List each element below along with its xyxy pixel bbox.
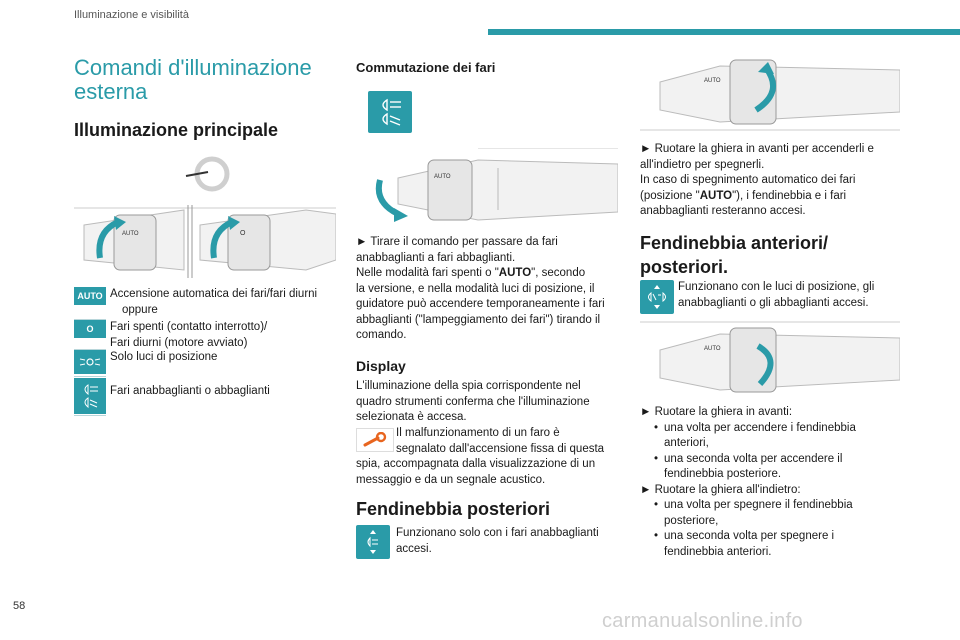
sidelights-icon xyxy=(74,350,106,374)
malfunction-note: Il malfunzionamento di un faro è segnalato dall'accensione fissa di questa spia, accompagnata dalla visualizzazione di un messaggio e da un segnale acustico. xyxy=(356,427,605,486)
svg-text:O: O xyxy=(240,230,246,237)
svg-text:AUTO: AUTO xyxy=(122,231,139,237)
fog-intro-text: Funzionano con le luci di posizione, gli anabbaglianti o gli abbaglianti accesi. xyxy=(678,281,875,309)
front-rear-fog-icon xyxy=(640,280,674,314)
light-stalk-illustration xyxy=(74,200,336,280)
legend-item-headlights: Fari anabbaglianti o abbaglianti xyxy=(74,378,334,414)
fog-ring-text: ► Ruotare la ghiera in avanti per accenderli e all'indietro per spegnerli. In caso di spegnimento automatico dei fari (posizione "AUTO"), i fendinebbia e i fari anabbaglianti resteranno accesi. xyxy=(640,143,874,217)
heading-headlight-switching: Commutazione dei fari xyxy=(356,60,496,75)
page-title: Comandi d'illuminazione esterna xyxy=(74,55,312,104)
main-beam-icon xyxy=(368,91,412,133)
legend-item-sidelights: Solo luci di posizione xyxy=(74,350,334,374)
svg-text:AUTO: AUTO xyxy=(434,174,451,180)
legend-divider xyxy=(74,415,106,416)
step-item: • una volta per accendere i fendinebbia anteriori, xyxy=(654,421,856,449)
fog-ring-rotate-illustration xyxy=(640,320,900,400)
display-text: L'illuminazione della spia corrispondente nel quadro strumenti conferma che l'illuminazione selezionata è accesa. xyxy=(356,380,590,423)
steering-wheel-icon xyxy=(184,154,230,194)
fog-steps: ► Ruotare la ghiera in avanti: • una volta per accendere i fendinebbia anteriori, • una seconda volta per accendere il fendinebbia posteriore. ► Ruotare la ghiera all'indietro: • una volta per spegnere il fendinebbia posteriore, • una seconda volta per spegnere i fendinebbia anteriori. xyxy=(640,405,902,560)
section-header: Illuminazione e visibilità xyxy=(74,9,189,21)
svg-text:AUTO: AUTO xyxy=(704,78,721,84)
headlights-icon xyxy=(74,378,106,414)
step-item: • una seconda volta per spegnere i fendinebbia anteriori. xyxy=(654,530,835,558)
legend-divider xyxy=(74,376,106,377)
step-item: • una volta per spegnere il fendinebbia posteriore, xyxy=(654,499,853,527)
headlight-switching-text: ► Tirare il comando per passare da fari anabbaglianti a fari abbaglianti. Nelle modalità fari spenti o "AUTO", secondo la versione, e nella modalità luci di posizione, il guidatore può accendere temporaneamente i fari abbaglianti ("lampeggiamento dei fari") tirando il comando. xyxy=(356,236,605,341)
off-position-icon: O xyxy=(74,320,106,338)
page-number: 58 xyxy=(13,600,26,612)
heading-front-rear-fog: Fendinebbia anteriori/ posteriori. xyxy=(640,233,829,277)
heading-rear-fog: Fendinebbia posteriori xyxy=(356,499,551,519)
svg-text:AUTO: AUTO xyxy=(704,346,721,352)
rear-fog-text: Funzionano solo con i fari anabbaglianti accesi. xyxy=(396,527,599,555)
auto-icon: AUTO xyxy=(74,287,106,305)
legend-item-auto: AUTO Accensione automatica dei fari/fari diurni oppure xyxy=(74,287,334,318)
step-item: • una seconda volta per accendere il fendinebbia posteriore. xyxy=(654,452,843,480)
watermark: carmanualsonline.info xyxy=(602,610,803,632)
heading-main-lighting: Illuminazione principale xyxy=(74,120,279,140)
header-accent-bar xyxy=(488,29,960,35)
stalk-pull-illustration xyxy=(368,148,618,228)
legend-item-off: O Fari spenti (contatto interrotto)/ Fari diurni (motore avviato) xyxy=(74,320,334,351)
fog-ring-forward-illustration xyxy=(640,52,900,132)
rear-fog-icon xyxy=(356,525,390,559)
heading-display: Display xyxy=(356,358,406,374)
